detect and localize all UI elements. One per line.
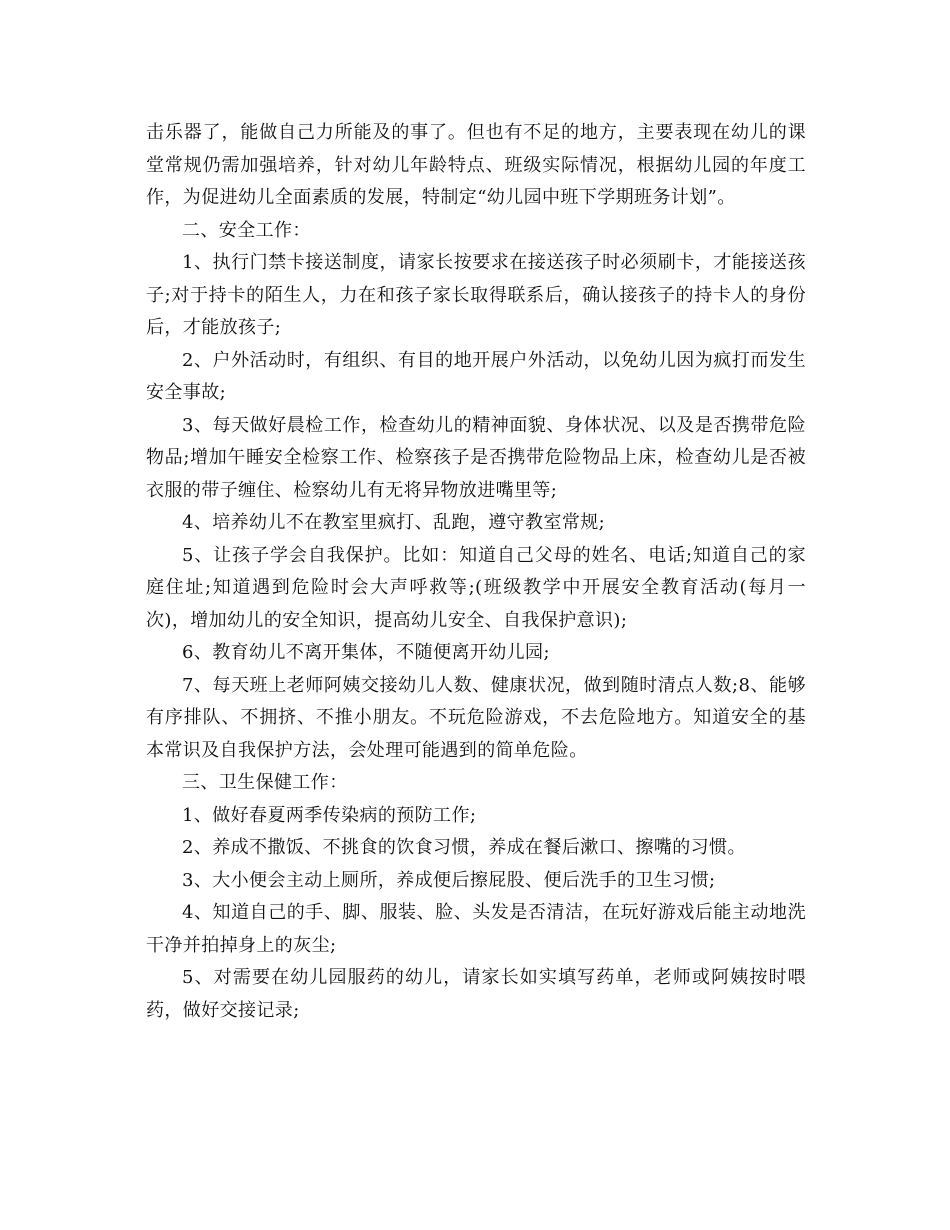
- paragraph-safety-1: 1、执行门禁卡接送制度，请家长按要求在接送孩子时必须刷卡，才能接送孩子;对于持卡的陌生人，力在和孩子家长取得联系后，确认接孩子的持卡人的身份后，才能放孩子;: [146, 252, 806, 338]
- paragraph-hygiene-3: 3、大小便会主动上厕所，养成便后擦屁股、便后洗手的卫生习惯;: [182, 869, 716, 891]
- paragraph-hygiene-2: 2、养成不撒饭、不挑食的饮食习惯，养成在餐后漱口、擦嘴的习惯。: [182, 837, 746, 858]
- document-body: [146, 117, 806, 1027]
- paragraph-safety-4: 4、培养幼儿不在教室里疯打、乱跑，遵守教室常规;: [182, 512, 606, 533]
- paragraph-safety-2: 2、户外活动时，有组织、有目的地开展户外活动，以免幼儿因为疯打而发生安全事故;: [146, 349, 806, 403]
- paragraph-intro: 击乐器了，能做自己力所能及的事了。但也有不足的地方，主要表现在幼儿的课堂常规仍需加强培养，针对幼儿年龄特点、班级实际情况，根据幼儿园的年度工作，为促进幼儿全面素质的发展，特制定“幼儿园中班下学期班务计划”。: [146, 122, 806, 208]
- section-heading-safety: 二、安全工作：: [182, 219, 311, 241]
- paragraph-hygiene-5: 5、对需要在幼儿园服药的幼儿，请家长如实填写药单，老师或阿姨按时喂药，做好交接记录;: [146, 967, 806, 1021]
- paragraph-safety-5: 5、让孩子学会自我保护。比如：知道自己父母的姓名、电话;知道自己的家庭住址;知道遇到危险时会大声呼救等;(班级教学中开展安全教育活动(每月一次)，增加幼儿的安全知识，提高幼儿安全、自我保护意识);: [146, 544, 806, 631]
- paragraph-safety-6: 6、教育幼儿不离开集体，不随便离开幼儿园;: [182, 642, 550, 663]
- section-heading-hygiene: 三、卫生保健工作：: [182, 772, 348, 793]
- paragraph-safety-3: 3、每天做好晨检工作，检查幼儿的精神面貌、身体状况、以及是否携带危险物品;增加午睡安全检察工作、检察孩子是否携带危险物品上床，检查幼儿是否被衣服的带子缠住、检察幼儿有无将异物放进嘴里等;: [146, 414, 806, 501]
- paragraph-hygiene-4: 4、知道自己的手、脚、服装、脸、头发是否清洁，在玩好游戏后能主动地洗干净并拍掉身上的灰尘;: [146, 902, 806, 956]
- paragraph-safety-7: 7、每天班上老师阿姨交接幼儿人数、健康状况，做到随时清点人数;8、能够有序排队、不拥挤、不推小朋友。不玩危险游戏，不去危险地方。知道安全的基本常识及自我保护方法，会处理可能遇到的简单危险。: [146, 674, 806, 761]
- paragraph-hygiene-1: 1、做好春夏两季传染病的预防工作;: [182, 804, 477, 826]
